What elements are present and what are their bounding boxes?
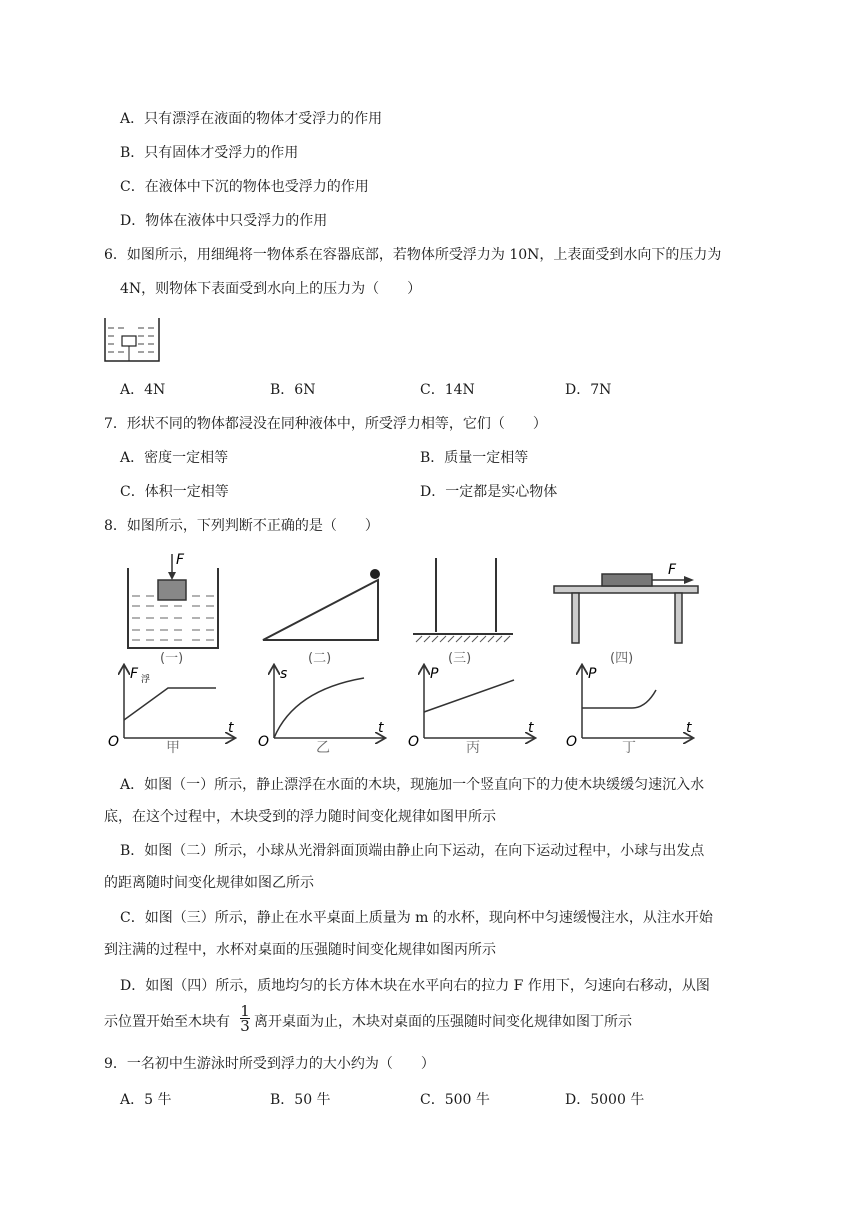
caption-bing: 丙 [466, 740, 480, 756]
t-axis-label: t [686, 720, 692, 736]
q5-option-b: B．只有固体才受浮力的作用 [120, 145, 299, 161]
q6-container-figure [104, 318, 160, 362]
q8-option-d-line2b: 离开桌面为止，木块对桌面的压强随时间变化规律如图丁所示 [254, 1014, 632, 1030]
q6-stem-line1: 6．如图所示，用细绳将一物体系在容器底部，若物体所受浮力为 10N，上表面受到水向下的压力为 [104, 247, 722, 263]
caption-ding: 丁 [622, 740, 636, 756]
p-axis-label: P [588, 666, 597, 682]
q6-option-b: B．6N [270, 382, 316, 398]
origin-label: O [566, 734, 578, 750]
q5-option-a: A．只有漂浮在液面的物体才受浮力的作用 [120, 111, 383, 127]
fraction-one-third [238, 1004, 252, 1033]
q8-option-b-line1: B．如图（二）所示，小球从光滑斜面顶端由静止向下运动，在向下运动过程中，小球与出发点 [120, 843, 705, 859]
graph-ding [566, 666, 692, 756]
q7-option-a: A．密度一定相等 [120, 450, 229, 466]
q8-option-d-line1: D．如图（四）所示，质地均匀的长方体木块在水平向右的拉力 F 作用下，匀速向右移动，从图 [120, 978, 710, 994]
q7-option-b: B．质量一定相等 [420, 450, 529, 466]
graph-jia [108, 666, 234, 756]
origin-label: O [108, 734, 120, 750]
t-axis-label: t [528, 720, 534, 736]
caption-fig-1: (一) [160, 651, 184, 666]
s-axis-label: s [280, 666, 288, 682]
t-axis-label: t [378, 720, 384, 736]
caption-jia: 甲 [166, 740, 180, 756]
origin-label: O [408, 734, 420, 750]
graph-yi [258, 666, 384, 756]
q8-option-c-line2: 到注满的过程中，水杯对桌面的压强随时间变化规律如图丙所示 [104, 942, 496, 958]
q8-graphs [104, 660, 704, 756]
q9-option-c: C．500 牛 [420, 1092, 490, 1108]
q8-option-d-line2a: 示位置开始至木块有 [104, 1014, 230, 1030]
fraction-denominator: 3 [240, 1017, 250, 1035]
q8-option-c-line1: C．如图（三）所示，静止在水平桌面上质量为 m 的水杯，现向杯中匀速缓慢注水，从注水开始 [120, 910, 713, 926]
caption-fig-4: (四) [610, 651, 634, 666]
caption-fig-3: (三) [448, 651, 472, 666]
q8-option-b-line2: 的距离随时间变化规律如图乙所示 [104, 875, 314, 891]
q9-option-d: D．5000 牛 [565, 1092, 645, 1108]
f-axis-subscript: 浮 [141, 675, 151, 685]
origin-label: O [258, 734, 270, 750]
q9-stem: 9．一名初中生游泳时所受到浮力的大小约为（ ） [104, 1056, 435, 1072]
figure-2-incline [263, 569, 380, 640]
p-axis-label: P [430, 666, 439, 682]
figure-4-table [554, 562, 698, 643]
q5-option-c: C．在液体中下沉的物体也受浮力的作用 [120, 179, 369, 195]
q8-situation-figures [118, 548, 708, 668]
figure-3-cup [413, 558, 513, 642]
f-axis-label: F [130, 666, 139, 682]
t-axis-label: t [228, 720, 234, 736]
q8-stem: 8．如图所示，下列判断不正确的是（ ） [104, 518, 379, 534]
pull-force-label-f: F [668, 562, 677, 578]
q6-option-c: C．14N [420, 382, 475, 398]
force-label-f: F [176, 552, 185, 568]
q9-option-a: A．5 牛 [120, 1092, 172, 1108]
q8-option-a-line2: 底，在这个过程中，木块受到的浮力随时间变化规律如图甲所示 [104, 809, 496, 825]
q7-stem: 7．形状不同的物体都浸没在同种液体中，所受浮力相等，它们（ ） [104, 416, 547, 432]
caption-fig-2: (二) [308, 651, 332, 666]
q7-option-d: D．一定都是实心物体 [420, 484, 558, 500]
q8-option-a-line1: A．如图（一）所示，静止漂浮在水面的木块，现施加一个竖直向下的力使木块缓缓匀速沉入水 [120, 777, 705, 793]
figure-1-container [128, 552, 218, 648]
q6-option-a: A．4N [120, 382, 166, 398]
caption-yi: 乙 [316, 740, 330, 756]
q7-option-c: C．体积一定相等 [120, 484, 229, 500]
q6-option-d: D．7N [565, 382, 612, 398]
q5-option-d: D．物体在液体中只受浮力的作用 [120, 213, 328, 229]
fraction-numerator: 1 [240, 1002, 250, 1020]
q6-stem-line2: 4N，则物体下表面受到水向上的压力为（ ） [120, 281, 422, 297]
graph-bing [408, 666, 534, 756]
q9-option-b: B．50 牛 [270, 1092, 331, 1108]
